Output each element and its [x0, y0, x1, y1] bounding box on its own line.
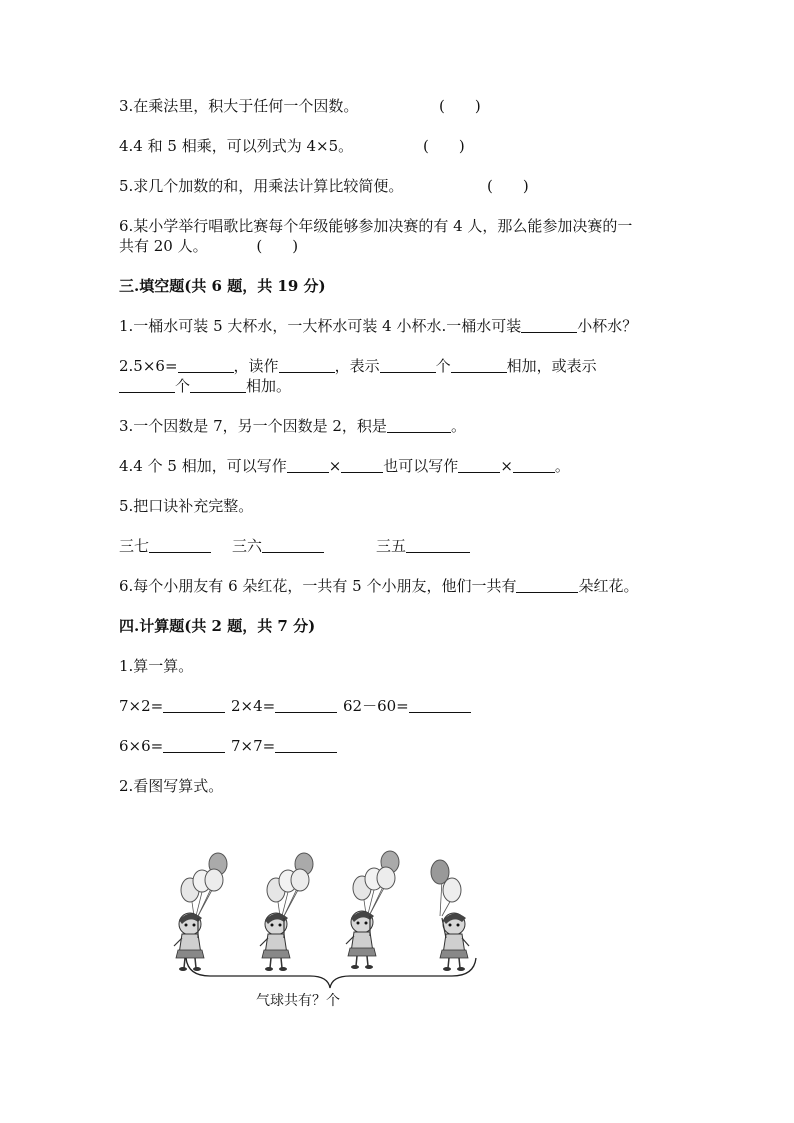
answer-blank[interactable] — [409, 696, 471, 713]
fill-q2-line1: 2.5×6= ，读作 ，表示 个 相加，或表示 — [119, 357, 597, 375]
fill-q5-item: 三六 — [232, 536, 324, 556]
answer-blank[interactable] — [119, 376, 175, 393]
answer-blank[interactable] — [458, 456, 500, 473]
judge-q5: 5.求几个加数的和，用乘法计算比较简便。 ( ) — [119, 177, 529, 195]
judge-q6-line1: 6.某小学举行唱歌比赛每个年级能够参加决赛的有 4 人，那么能参加决赛的一 — [119, 217, 633, 235]
child-with-balloons — [260, 853, 313, 971]
calc-item: 2×4= — [231, 696, 337, 716]
judge-q3: 3.在乘法里，积大于任何一个因数。 ( ) — [119, 97, 481, 115]
child-with-balloons — [346, 851, 399, 969]
answer-blank[interactable] — [163, 696, 225, 713]
section-title-fill: 三.填空题(共 6 题，共 19 分) — [119, 277, 326, 295]
calc-q1: 1.算一算。 — [119, 657, 194, 675]
fill-q5-item: 三五 — [376, 536, 470, 556]
fill-q1: 1.一桶水可装 5 大杯水，一大杯水可装 4 小杯水.一桶水可装 小杯水？ — [119, 317, 638, 335]
answer-blank[interactable] — [190, 376, 246, 393]
calc-item: 7×2= — [119, 696, 225, 716]
answer-blank[interactable] — [516, 576, 578, 593]
balloon-illustration — [160, 840, 490, 1015]
answer-blank[interactable] — [341, 456, 383, 473]
answer-blank[interactable] — [163, 736, 225, 753]
figure-label: 气球共有？个 — [256, 993, 340, 1009]
fill-q4: 4.4 个 5 相加，可以写作 × 也可以写作 × 。 — [119, 457, 570, 475]
answer-blank[interactable] — [149, 536, 211, 553]
section-title-calc: 四.计算题(共 2 题，共 7 分) — [119, 617, 316, 635]
calc-item: 7×7= — [231, 736, 337, 756]
answer-blank[interactable] — [451, 356, 507, 373]
child-with-balloons — [431, 860, 469, 971]
fill-q5: 5.把口诀补充完整。 — [119, 497, 254, 515]
answer-paren[interactable]: ( ) — [423, 137, 465, 155]
judge-q4: 4.4 和 5 相乘，可以列式为 4×5。 ( ) — [119, 137, 465, 155]
fill-q6: 6.每个小朋友有 6 朵红花，一共有 5 个小朋友，他们一共有 朵红花。 — [119, 577, 639, 595]
fill-q3: 3.一个因数是 7，另一个因数是 2，积是 。 — [119, 417, 466, 435]
answer-blank[interactable] — [380, 356, 436, 373]
answer-blank[interactable] — [275, 696, 337, 713]
answer-paren[interactable]: ( ) — [487, 177, 529, 195]
answer-blank[interactable] — [387, 416, 451, 433]
fill-q2-line2: 个 相加。 — [119, 376, 291, 396]
answer-paren[interactable]: ( ) — [439, 97, 481, 115]
answer-blank[interactable] — [513, 456, 555, 473]
answer-blank[interactable] — [279, 356, 335, 373]
calc-item: 6×6= — [119, 736, 225, 756]
child-with-balloons — [174, 853, 227, 971]
answer-blank[interactable] — [178, 356, 234, 373]
answer-blank[interactable] — [406, 536, 470, 553]
calc-item: 62－60= — [343, 696, 471, 716]
answer-blank[interactable] — [521, 316, 577, 333]
fill-q5-item: 三七 — [119, 536, 211, 556]
answer-paren[interactable]: ( ) — [256, 237, 299, 255]
calc-q2: 2.看图写算式。 — [119, 777, 224, 795]
answer-blank[interactable] — [275, 736, 337, 753]
curly-brace — [186, 958, 476, 988]
judge-q6-line2: 共有 20 人。 ( ) — [119, 237, 299, 255]
answer-blank[interactable] — [262, 536, 324, 553]
answer-blank[interactable] — [287, 456, 329, 473]
